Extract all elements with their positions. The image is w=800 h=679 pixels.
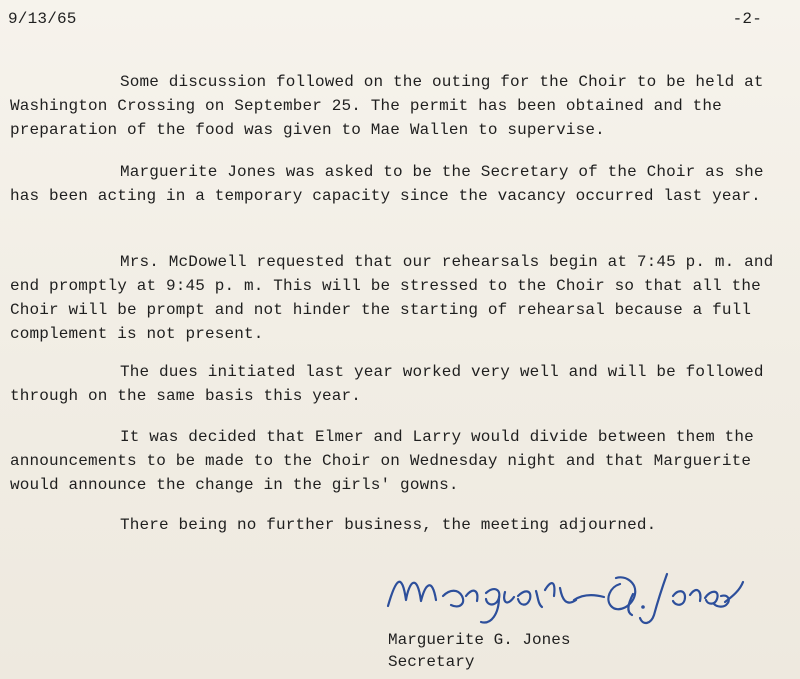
- paragraph-choir-outing: Some discussion followed on the outing for the Choir to be held at Washington Crossing on September 25. The permit has been obtained and the preparation of the food was given to Mae Wallen to supervise.: [10, 73, 764, 139]
- signature: [378, 552, 748, 630]
- handwritten-signature-icon: [378, 552, 748, 630]
- paragraph-dues: The dues initiated last year worked very well and will be followed through on the same basis this year.: [10, 363, 764, 405]
- paragraph-adjournment: There being no further business, the meeting adjourned.: [120, 516, 657, 534]
- document-date: 9/13/65: [8, 10, 77, 28]
- signer-name: Marguerite G. Jones: [388, 631, 571, 649]
- page-number: -2-: [732, 10, 762, 28]
- paragraph-rehearsal-times: Mrs. McDowell requested that our rehearsals begin at 7:45 p. m. and end promptly at 9:45 p. m. This will be stressed to the Choir so that all the Choir will be prompt and not hinder the starting of rehearsal because a full complement is not present.: [10, 253, 774, 343]
- paragraph-announcements: It was decided that Elmer and Larry would divide between them the announcements to be made to the Choir on Wednesday night and that Marguerite would announce the change in the girls' gowns.: [10, 428, 754, 494]
- signer-title: Secretary: [388, 653, 475, 671]
- paragraph-secretary: Marguerite Jones was asked to be the Secretary of the Choir as she has been acting in a temporary capacity since the vacancy occurred last year.: [10, 163, 764, 205]
